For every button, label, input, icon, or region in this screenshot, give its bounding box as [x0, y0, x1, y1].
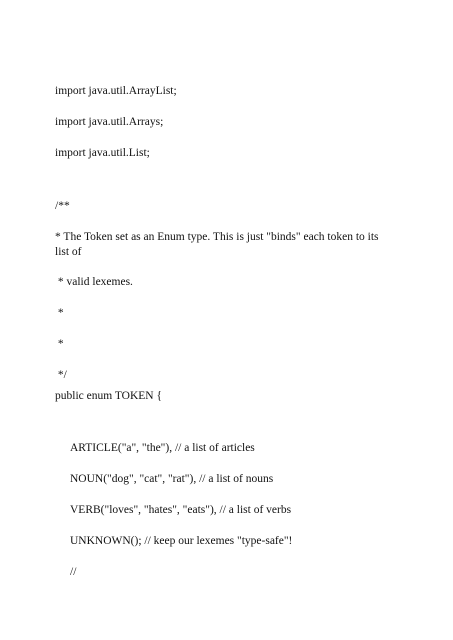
import-list: import java.util.List;	[55, 147, 150, 159]
enum-member-article: ARTICLE("a", "the"), // a list of articles	[70, 442, 255, 454]
import-arraylist: import java.util.ArrayList;	[55, 85, 177, 97]
comment-open: /**	[55, 200, 70, 212]
enum-member-unknown: UNKNOWN(); // keep our lexemes "type-safe"!	[70, 535, 293, 547]
enum-member-noun: NOUN("dog", "cat", "rat"), // a list of nouns	[70, 473, 274, 485]
import-arrays: import java.util.Arrays;	[55, 116, 164, 128]
enum-declaration: public enum TOKEN {	[55, 390, 162, 402]
comment-description: * The Token set as an Enum type. This is just "binds" each token to its list of	[55, 231, 379, 258]
enum-member-verb: VERB("loves", "hates", "eats"), // a list of verbs	[70, 504, 292, 516]
comment-star-2: *	[55, 338, 64, 350]
trailing-comment: //	[70, 566, 77, 578]
comment-valid-lexemes: * valid lexemes.	[55, 276, 133, 288]
comment-star-1: *	[55, 307, 64, 319]
comment-close: */	[55, 369, 67, 381]
